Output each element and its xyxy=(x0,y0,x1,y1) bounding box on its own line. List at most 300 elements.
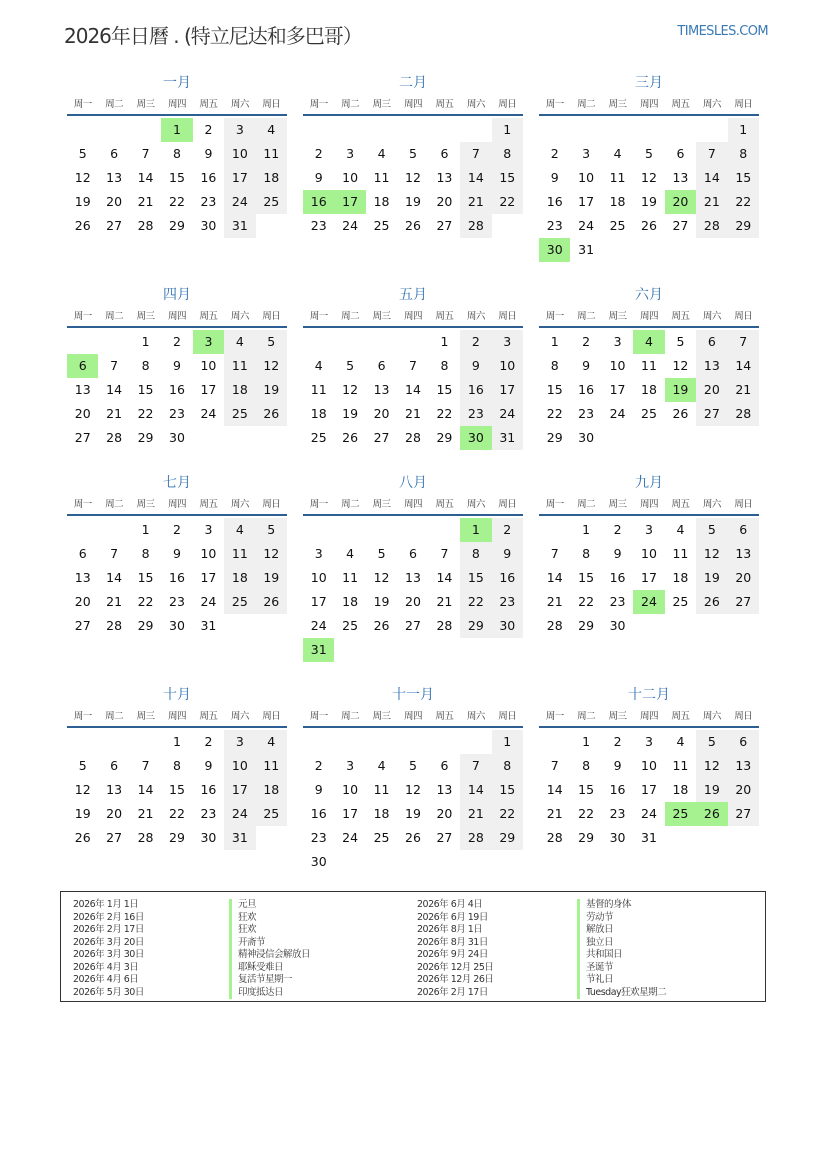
day-cell: 21 xyxy=(546,806,563,821)
day-cell: 9 xyxy=(613,546,622,561)
site-logo[interactable]: TIMESLES.COM xyxy=(677,24,768,39)
day-cell: 5 xyxy=(78,758,87,773)
day-cell: 28 xyxy=(405,430,421,445)
day-cell: 7 xyxy=(409,358,417,373)
weekday-label: 周六 xyxy=(702,711,721,722)
day-cell: 5 xyxy=(377,546,386,561)
day-cell: 25 xyxy=(373,830,390,845)
day-cell: 20 xyxy=(436,806,453,821)
day-cell: 15 xyxy=(460,566,491,590)
day-cell: 26 xyxy=(405,218,421,233)
day-cell: 19 xyxy=(342,406,359,421)
day-cell: 18 xyxy=(224,566,255,590)
day-cell: 17 xyxy=(578,194,595,209)
weekday-label: 周六 xyxy=(466,311,485,322)
day-cell: 22 xyxy=(137,594,154,609)
day-cell: 15 xyxy=(169,170,185,185)
empty-day-cell xyxy=(130,118,161,142)
day-cell: 2 xyxy=(613,734,622,749)
day-cell: 21 xyxy=(137,194,154,209)
holiday-day-cell: 30 xyxy=(539,238,570,262)
day-cell: 8 xyxy=(173,758,181,773)
day-cell: 3 xyxy=(204,522,213,537)
day-cell: 23 xyxy=(578,406,595,421)
day-cell: 28 xyxy=(546,618,563,633)
day-cell: 30 xyxy=(169,430,185,445)
month-block xyxy=(67,682,287,850)
weekday-header xyxy=(303,308,523,328)
day-cell: 8 xyxy=(492,142,523,166)
month-block xyxy=(303,682,523,874)
legend-date: 2026年 3月 30日 xyxy=(73,949,144,960)
holiday-day-cell: 24 xyxy=(633,590,664,614)
holiday-day-cell: 30 xyxy=(460,426,491,450)
weekday-label: 周五 xyxy=(435,711,454,722)
day-cell: 28 xyxy=(106,618,123,633)
day-cell: 4 xyxy=(256,730,287,754)
weekday-label: 周五 xyxy=(435,311,454,322)
weekday-label: 周四 xyxy=(403,99,422,110)
day-cell: 8 xyxy=(582,758,591,773)
holiday-day-cell: 3 xyxy=(193,330,224,354)
weekday-header xyxy=(539,496,759,516)
day-cell: 3 xyxy=(224,118,255,142)
legend-date: 2026年 8月 31日 xyxy=(417,936,488,948)
page-title: 2026年日曆 . (特立尼达和多巴哥） xyxy=(64,24,362,48)
legend-holiday-name: Tuesday狂欢星期二 xyxy=(577,987,666,1000)
day-cell: 5 xyxy=(256,330,287,354)
day-cell: 2 xyxy=(550,146,559,161)
weekday-label: 周六 xyxy=(702,499,721,510)
day-cell: 28 xyxy=(137,218,154,233)
day-cell: 9 xyxy=(314,782,323,797)
day-cell: 7 xyxy=(728,330,759,354)
empty-day-cell xyxy=(67,118,98,142)
day-cell: 6 xyxy=(110,146,119,161)
day-cell: 8 xyxy=(460,542,491,566)
weekday-label: 周日 xyxy=(734,99,753,110)
weekday-label: 周一 xyxy=(309,99,328,110)
day-grid xyxy=(67,118,287,238)
weekday-label: 周日 xyxy=(262,311,281,322)
day-cell: 29 xyxy=(492,826,523,850)
day-cell: 3 xyxy=(346,146,355,161)
empty-day-cell xyxy=(98,118,129,142)
day-cell: 12 xyxy=(256,542,287,566)
day-cell: 19 xyxy=(74,194,91,209)
day-cell: 6 xyxy=(676,146,685,161)
weekday-header xyxy=(303,96,523,116)
empty-day-cell xyxy=(98,518,129,542)
day-cell: 12 xyxy=(74,170,91,185)
legend-date: 2026年 2月 17日 xyxy=(417,986,488,998)
holiday-day-cell: 6 xyxy=(67,354,98,378)
empty-day-cell xyxy=(334,330,365,354)
weekday-label: 周三 xyxy=(136,311,155,322)
day-cell: 24 xyxy=(342,218,359,233)
day-cell: 13 xyxy=(696,354,727,378)
day-cell: 2 xyxy=(204,734,213,749)
day-cell: 29 xyxy=(436,430,453,445)
day-cell: 24 xyxy=(224,190,255,214)
empty-day-cell xyxy=(67,518,98,542)
weekday-label: 周四 xyxy=(403,311,422,322)
day-cell: 2 xyxy=(582,334,591,349)
day-cell: 10 xyxy=(200,546,217,561)
legend-holiday-name: 解放日 xyxy=(577,924,666,937)
weekday-label: 周一 xyxy=(309,711,328,722)
empty-day-cell xyxy=(67,330,98,354)
weekday-label: 周六 xyxy=(466,99,485,110)
day-cell: 4 xyxy=(377,146,386,161)
day-cell: 5 xyxy=(409,758,417,773)
day-cell: 1 xyxy=(582,522,591,537)
day-cell: 11 xyxy=(641,358,657,373)
day-cell: 13 xyxy=(405,570,421,585)
day-cell: 26 xyxy=(342,430,359,445)
day-cell: 12 xyxy=(342,382,359,397)
day-cell: 27 xyxy=(696,402,727,426)
day-cell: 6 xyxy=(409,546,417,561)
day-cell: 7 xyxy=(460,754,491,778)
day-cell: 11 xyxy=(672,758,689,773)
weekday-label: 周四 xyxy=(639,99,658,110)
legend-date: 2026年 4月 6日 xyxy=(73,974,139,985)
month-name: 二月 xyxy=(399,75,427,91)
day-cell: 9 xyxy=(314,170,323,185)
day-cell: 25 xyxy=(672,594,689,609)
day-cell: 2 xyxy=(314,758,323,773)
day-cell: 13 xyxy=(672,170,689,185)
day-cell: 23 xyxy=(169,406,185,421)
day-cell: 20 xyxy=(373,406,390,421)
legend-holiday-name: 开斋节 xyxy=(229,937,310,950)
day-cell: 30 xyxy=(578,430,595,445)
weekday-label: 周三 xyxy=(136,499,155,510)
day-cell: 16 xyxy=(200,782,217,797)
day-cell: 4 xyxy=(256,118,287,142)
day-cell: 27 xyxy=(74,618,91,633)
day-cell: 15 xyxy=(578,570,595,585)
day-cell: 17 xyxy=(224,778,255,802)
day-cell: 11 xyxy=(672,546,689,561)
weekday-label: 周四 xyxy=(167,99,186,110)
holiday-day-cell: 20 xyxy=(665,190,696,214)
day-cell: 31 xyxy=(641,830,657,845)
day-cell: 8 xyxy=(141,358,150,373)
day-cell: 14 xyxy=(546,782,563,797)
day-cell: 30 xyxy=(200,218,217,233)
day-cell: 3 xyxy=(645,522,653,537)
day-cell: 4 xyxy=(346,546,355,561)
weekday-label: 周日 xyxy=(498,311,517,322)
day-cell: 26 xyxy=(405,830,421,845)
weekday-header xyxy=(67,96,287,116)
day-cell: 10 xyxy=(310,570,327,585)
month-name: 四月 xyxy=(163,287,191,303)
day-cell: 23 xyxy=(492,590,523,614)
weekday-header xyxy=(539,708,759,728)
day-cell: 25 xyxy=(224,402,255,426)
day-cell: 1 xyxy=(440,334,449,349)
day-cell: 9 xyxy=(582,358,591,373)
weekday-label: 周四 xyxy=(167,311,186,322)
day-cell: 21 xyxy=(696,190,727,214)
day-cell: 11 xyxy=(342,570,359,585)
day-cell: 15 xyxy=(137,382,154,397)
empty-day-cell xyxy=(397,118,428,142)
day-cell: 1 xyxy=(728,118,759,142)
day-cell: 28 xyxy=(460,826,491,850)
weekday-label: 周日 xyxy=(498,99,517,110)
legend-date: 2026年 1月 1日 xyxy=(73,899,139,910)
day-cell: 22 xyxy=(492,802,523,826)
weekday-label: 周日 xyxy=(262,99,281,110)
day-cell: 13 xyxy=(74,570,91,585)
weekday-label: 周四 xyxy=(639,311,658,322)
weekday-label: 周五 xyxy=(671,311,690,322)
holiday-day-cell: 26 xyxy=(696,802,727,826)
legend-holiday-name: 劳动节 xyxy=(577,912,666,925)
day-cell: 17 xyxy=(224,166,255,190)
day-cell: 7 xyxy=(110,546,119,561)
day-cell: 1 xyxy=(141,522,150,537)
day-cell: 31 xyxy=(224,214,255,238)
empty-day-cell xyxy=(429,730,460,754)
day-cell: 13 xyxy=(373,382,390,397)
weekday-label: 周日 xyxy=(262,711,281,722)
weekday-label: 周六 xyxy=(466,711,485,722)
day-cell: 11 xyxy=(609,170,626,185)
empty-day-cell xyxy=(539,730,570,754)
day-cell: 12 xyxy=(74,782,91,797)
day-cell: 11 xyxy=(224,542,255,566)
month-block xyxy=(539,70,759,262)
weekday-label: 周三 xyxy=(608,499,627,510)
day-cell: 22 xyxy=(137,406,154,421)
month-name: 十二月 xyxy=(628,687,670,703)
day-cell: 5 xyxy=(676,334,685,349)
day-cell: 29 xyxy=(169,218,185,233)
weekday-label: 周四 xyxy=(403,499,422,510)
month-block xyxy=(67,70,287,238)
day-cell: 19 xyxy=(405,806,421,821)
day-cell: 2 xyxy=(613,522,622,537)
holiday-day-cell: 31 xyxy=(303,638,334,662)
day-cell: 3 xyxy=(314,546,323,561)
day-cell: 31 xyxy=(224,826,255,850)
day-cell: 18 xyxy=(373,806,390,821)
day-cell: 16 xyxy=(310,806,327,821)
day-cell: 22 xyxy=(436,406,453,421)
legend-date: 2026年 2月 16日 xyxy=(73,911,144,923)
day-cell: 21 xyxy=(728,378,759,402)
day-cell: 7 xyxy=(440,546,449,561)
weekday-label: 周日 xyxy=(262,499,281,510)
month-name: 十月 xyxy=(163,687,191,703)
day-cell: 27 xyxy=(728,802,759,826)
day-cell: 4 xyxy=(377,758,386,773)
weekday-header xyxy=(67,708,287,728)
weekday-label: 周一 xyxy=(73,499,92,510)
day-cell: 17 xyxy=(492,378,523,402)
weekday-label: 周一 xyxy=(545,99,564,110)
day-cell: 18 xyxy=(256,778,287,802)
day-cell: 6 xyxy=(728,518,759,542)
empty-day-cell xyxy=(429,118,460,142)
day-cell: 10 xyxy=(224,754,255,778)
day-cell: 22 xyxy=(460,590,491,614)
empty-day-cell xyxy=(429,518,460,542)
weekday-label: 周四 xyxy=(639,711,658,722)
empty-day-cell xyxy=(539,118,570,142)
day-cell: 3 xyxy=(645,734,653,749)
day-cell: 3 xyxy=(346,758,355,773)
holiday-day-cell: 4 xyxy=(633,330,664,354)
day-cell: 14 xyxy=(460,778,491,802)
day-cell: 17 xyxy=(641,570,657,585)
weekday-label: 周四 xyxy=(403,711,422,722)
day-grid xyxy=(539,330,759,450)
empty-day-cell xyxy=(303,518,334,542)
day-cell: 26 xyxy=(641,218,657,233)
month-block xyxy=(67,470,287,638)
legend-date: 2026年 4月 3日 xyxy=(73,961,139,973)
day-cell: 18 xyxy=(342,594,359,609)
empty-day-cell xyxy=(570,118,601,142)
day-cell: 15 xyxy=(137,570,154,585)
weekday-label: 周二 xyxy=(105,99,124,110)
day-cell: 9 xyxy=(550,170,559,185)
day-cell: 18 xyxy=(256,166,287,190)
empty-day-cell xyxy=(665,118,696,142)
weekday-label: 周五 xyxy=(671,711,690,722)
day-cell: 14 xyxy=(405,382,421,397)
day-cell: 4 xyxy=(676,522,685,537)
day-cell: 19 xyxy=(696,778,727,802)
day-cell: 10 xyxy=(342,782,359,797)
empty-day-cell xyxy=(67,730,98,754)
day-cell: 18 xyxy=(641,382,657,397)
day-cell: 21 xyxy=(106,594,123,609)
day-cell: 22 xyxy=(546,406,563,421)
day-cell: 29 xyxy=(546,430,563,445)
day-cell: 26 xyxy=(256,590,287,614)
day-cell: 9 xyxy=(613,758,622,773)
day-cell: 24 xyxy=(578,218,595,233)
day-cell: 27 xyxy=(106,218,123,233)
day-cell: 18 xyxy=(373,194,390,209)
weekday-label: 周三 xyxy=(372,711,391,722)
legend-holiday-name: 精神浸信会解放日 xyxy=(229,949,310,962)
day-cell: 25 xyxy=(256,802,287,826)
day-cell: 25 xyxy=(641,406,657,421)
day-cell: 5 xyxy=(645,146,653,161)
day-cell: 27 xyxy=(436,218,453,233)
weekday-label: 周五 xyxy=(435,99,454,110)
day-cell: 23 xyxy=(200,806,217,821)
day-cell: 29 xyxy=(578,830,595,845)
day-cell: 26 xyxy=(672,406,689,421)
day-cell: 14 xyxy=(546,570,563,585)
day-cell: 26 xyxy=(256,402,287,426)
day-cell: 19 xyxy=(74,806,91,821)
day-cell: 5 xyxy=(409,146,417,161)
day-cell: 9 xyxy=(492,542,523,566)
day-cell: 16 xyxy=(200,170,217,185)
day-cell: 8 xyxy=(492,754,523,778)
day-cell: 4 xyxy=(613,146,622,161)
day-cell: 10 xyxy=(200,358,217,373)
day-cell: 2 xyxy=(204,122,213,137)
day-cell: 8 xyxy=(173,146,181,161)
empty-day-cell xyxy=(397,730,428,754)
day-cell: 8 xyxy=(728,142,759,166)
legend-names-col-1 xyxy=(229,899,310,999)
day-cell: 14 xyxy=(728,354,759,378)
weekday-label: 周六 xyxy=(230,711,249,722)
month-block xyxy=(303,470,523,662)
holiday-day-cell: 1 xyxy=(161,118,192,142)
day-cell: 13 xyxy=(436,170,453,185)
weekday-label: 周一 xyxy=(73,311,92,322)
weekday-header xyxy=(303,708,523,728)
legend-holiday-name: 复活节星期一 xyxy=(229,974,310,987)
weekday-label: 周六 xyxy=(466,499,485,510)
day-cell: 28 xyxy=(696,214,727,238)
day-cell: 25 xyxy=(310,430,327,445)
day-cell: 16 xyxy=(460,378,491,402)
day-cell: 14 xyxy=(436,570,453,585)
day-cell: 1 xyxy=(582,734,591,749)
day-cell: 12 xyxy=(405,170,421,185)
weekday-label: 周二 xyxy=(577,311,596,322)
day-cell: 9 xyxy=(460,354,491,378)
day-cell: 30 xyxy=(169,618,185,633)
day-cell: 30 xyxy=(609,618,626,633)
day-cell: 30 xyxy=(609,830,626,845)
day-cell: 5 xyxy=(696,518,727,542)
day-cell: 13 xyxy=(74,382,91,397)
day-cell: 31 xyxy=(200,618,217,633)
day-cell: 29 xyxy=(169,830,185,845)
holiday-legend xyxy=(60,891,766,1002)
day-cell: 23 xyxy=(169,594,185,609)
day-cell: 28 xyxy=(137,830,154,845)
weekday-label: 周五 xyxy=(671,99,690,110)
day-cell: 22 xyxy=(578,806,595,821)
day-cell: 20 xyxy=(436,194,453,209)
empty-day-cell xyxy=(303,118,334,142)
legend-holiday-name: 节礼日 xyxy=(577,974,666,987)
legend-holiday-name: 元旦 xyxy=(229,899,310,912)
day-cell: 12 xyxy=(672,358,689,373)
day-cell: 25 xyxy=(373,218,390,233)
holiday-day-cell: 25 xyxy=(665,802,696,826)
holiday-day-cell: 17 xyxy=(334,190,365,214)
weekday-label: 周四 xyxy=(639,499,658,510)
month-name: 三月 xyxy=(635,75,663,91)
day-cell: 23 xyxy=(200,194,217,209)
day-grid xyxy=(539,730,759,850)
weekday-label: 周六 xyxy=(702,311,721,322)
day-cell: 15 xyxy=(578,782,595,797)
day-cell: 7 xyxy=(460,142,491,166)
day-cell: 20 xyxy=(696,378,727,402)
legend-holiday-name: 狂欢 xyxy=(229,912,310,925)
empty-day-cell xyxy=(460,730,491,754)
day-grid xyxy=(303,730,523,874)
